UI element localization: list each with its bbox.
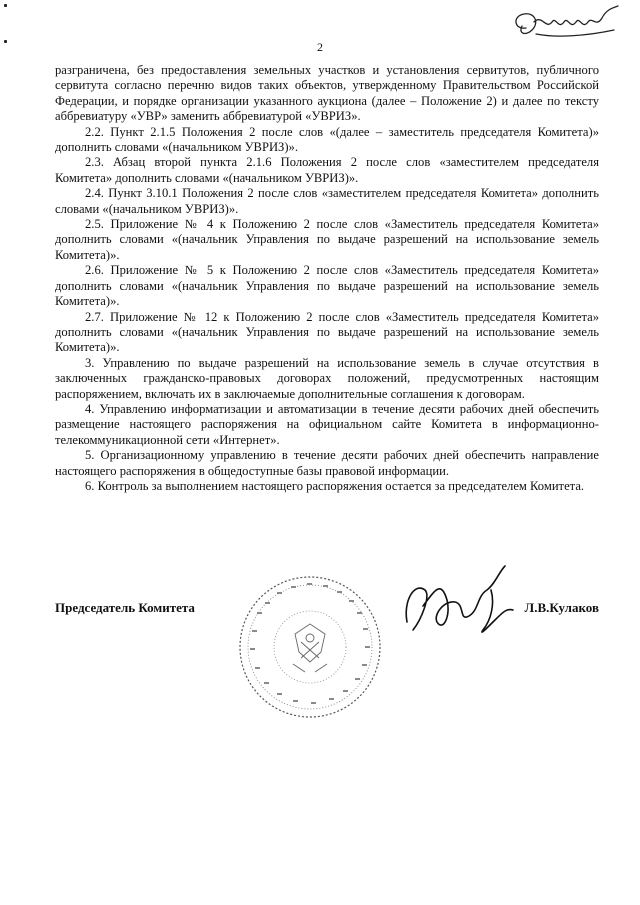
paragraph: разграничена, без предоставления земельных участков и установления сервитутов, публичного сервитута согласно перечню видов таких объектов, утвержденному Правительством Российской Федерации, и порядке организации указанного аукциона (далее – Положение 2) и далее по тексту аббревиатуру «УВР» заменить аббревиатурой «УВРИЗ». [55,63,599,124]
paragraph: 2.6. Приложение № 5 к Положению 2 после слов «Заместитель председателя Комитета» дополнить словами «(начальник Управления по выдаче разрешений на использование земель Комитета)». [55,263,599,309]
paragraph: 3. Управлению по выдаче разрешений на использование земель в случае отсутствия в заключенных гражданско-правовых договорах положений, предусмотренных настоящим распоряжением, включать их в заключаемые дополнительные соглашения к договорам. [55,355,599,401]
paragraph: 2.2. Пункт 2.1.5 Положения 2 после слов «(далее – заместитель председателя Комитета)» дополнить словами «(начальником УВРИЗ)». [55,124,599,155]
paragraph: 6. Контроль за выполнением настоящего распоряжения остается за председателем Комитета. [85,478,585,493]
signature-block [55,600,599,620]
paragraph: 2.5. Приложение № 4 к Положению 2 после слов «Заместитель председателя Комитета» дополнить словами «(начальник Управления по выдаче разрешений на использование земель Комитета)». [55,217,599,262]
official-seal-icon [235,572,385,722]
paragraph: 2.3. Абзац второй пункта 2.1.6 Положения 2 после слов «заместителем председателя Комитета» дополнить словами «(начальником УВРИЗ)». [55,155,599,185]
paragraph: 4. Управлению информатизации и автоматизации в течение десяти рабочих дней обеспечить размещение настоящего распоряжения на официальном сайте Комитета в информационно-телекоммуникационной сети «Интернет». [55,401,599,447]
scan-mark [4,4,7,7]
paragraph: 5. Организационному управлению в течение десяти рабочих дней обеспечить направление настоящего распоряжения в общедоступные базы правовой информации. [55,448,599,478]
paragraph: 2.4. Пункт 3.10.1 Положения 2 после слов «заместителем председателя Комитета» дополнить словами «(начальником УВРИЗ)». [55,186,599,216]
signatory-title: Председатель Комитета [55,600,195,615]
paragraph: 2.7. Приложение № 12 к Положению 2 после слов «Заместитель председателя Комитета» дополнить словами «(начальник Управления по выдаче разрешений на использование земель Комитета)». [55,309,599,355]
page-number: 2 [317,40,323,54]
document-body [55,63,599,494]
signatory-name: Л.В.Кулаков [524,600,599,615]
